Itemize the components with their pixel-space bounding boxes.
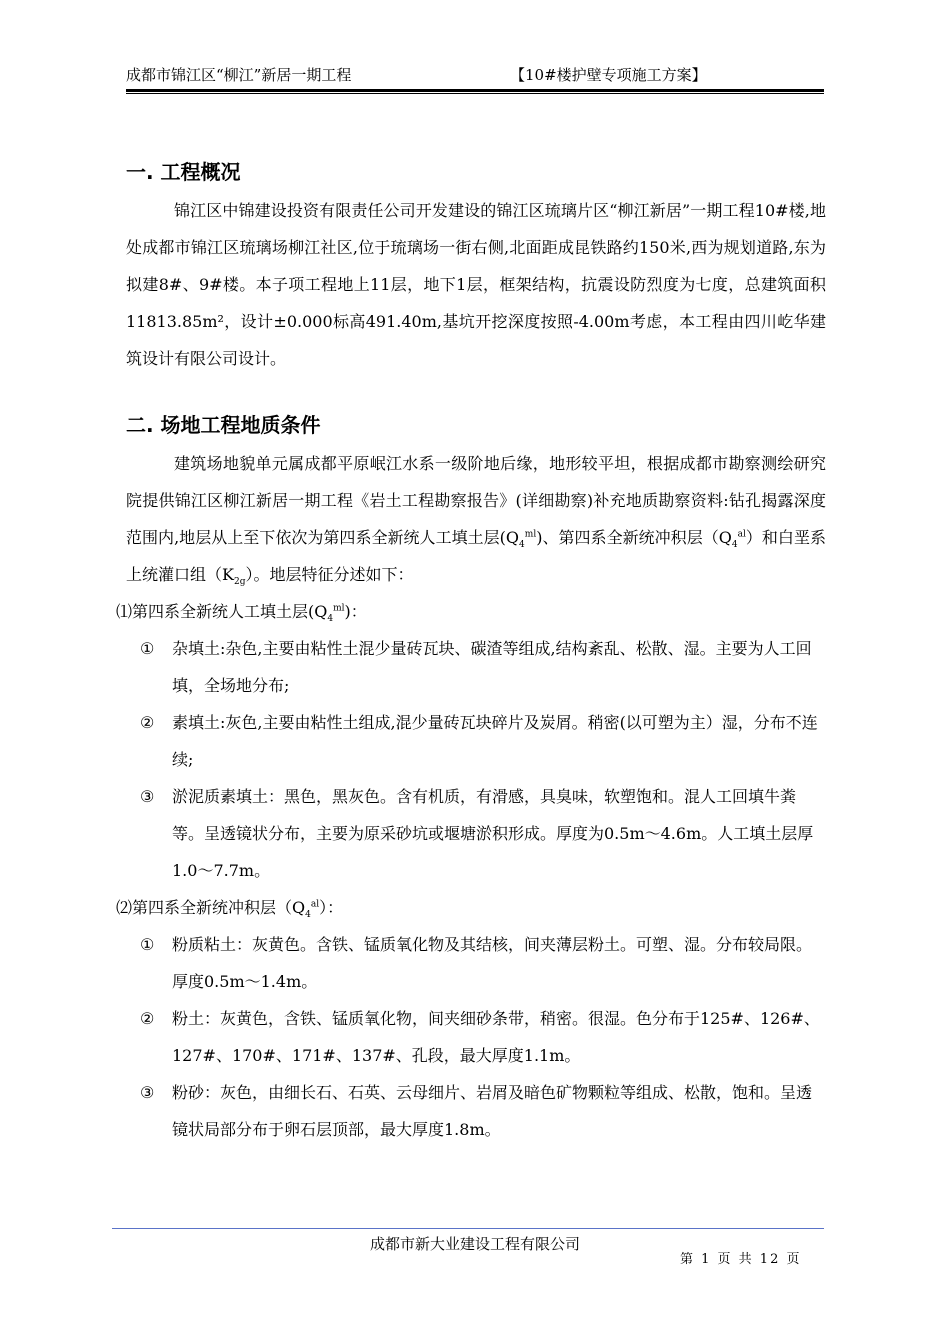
footer-company-name: 成都市新大业建设工程有限公司: [369, 1235, 580, 1253]
group2-title-sup: al: [310, 899, 320, 910]
group2-title-sub: 4: [305, 910, 311, 921]
item-number: ①: [140, 935, 155, 954]
layer-group-title-fill: [116, 593, 826, 630]
header-project-name: 成都市锦江区“柳江”新居一期工程: [126, 66, 352, 84]
section-heading-overview: 一. 工程概况: [126, 160, 241, 184]
item-number: ②: [140, 1009, 155, 1028]
header-rule: [126, 89, 824, 92]
item-text: 粉砂：灰色，由细长石、石英、云母细片、岩屑及暗色矿物颗粒等组成、松散，饱和。呈透镜状局部分布于卵石层顶部，最大厚度1.8m。: [172, 1083, 813, 1139]
layer-item: [128, 704, 826, 778]
layer-item: [128, 630, 826, 704]
item-text: 粉土：灰黄色，含铁、锰质氧化物，间夹细砂条带，稍密。很湿。色分布于125#、126#、127#、170#、171#、137#、孔段，最大厚度1.1m。: [172, 1009, 820, 1065]
intro-q1-sub: 4: [519, 540, 525, 551]
item-number: ②: [140, 713, 155, 732]
intro-text-b: )、第四系全新统冲积层（Q: [536, 528, 732, 547]
item-number: ③: [140, 1083, 155, 1102]
intro-text-d: ）。地层特征分述如下：: [245, 565, 414, 584]
item-text: 淤泥质素填土：黑色，黑灰色。含有机质，有滑感，具臭味，软塑饱和。混人工回填牛粪等。呈透镜状分布，主要为原采砂坑或堰塘淤积形成。厚度为0.5m～4.6m。人工填土层厚1.0～7.7m。: [172, 787, 814, 880]
layer-group-title-alluvial: [116, 889, 826, 926]
intro-q1-sup: ml: [524, 529, 537, 540]
layer-item: [128, 926, 826, 1000]
page-number: 第 1 页 共 12 页: [680, 1252, 802, 1267]
group2-title-b: ）：: [319, 898, 344, 917]
intro-text-a: 建筑场地貌单元属成都平原岷江水系一级阶地后缘，地形较平坦，根据成都市勘察测绘研究院提供锦江区柳江新居一期工程《岩土工程勘察报告》(详细勘察)补充地质勘察资料:钻孔揭露深度范围内,地层从上至下依次为第四系全新统人工填土层(Q: [126, 454, 826, 547]
item-number: ①: [140, 639, 155, 658]
geology-intro-paragraph: [126, 445, 826, 593]
header-rule-thin: [126, 93, 824, 94]
intro-k-sub: 2g: [233, 577, 246, 588]
intro-q2-sup: al: [737, 529, 746, 540]
group2-title-a: ⑵第四系全新统冲积层（Q: [116, 898, 306, 917]
intro-text-c: ）和白垩系上统灌口组（K: [126, 528, 826, 584]
group1-title-sup: ml: [333, 603, 345, 614]
intro-q2-sub: 4: [731, 540, 738, 551]
layer-item: [128, 1074, 826, 1148]
header-document-title: 【10#楼护壁专项施工方案】: [510, 66, 707, 84]
item-number: ③: [140, 787, 155, 806]
item-text: 粉质粘土：灰黄色。含铁、锰质氧化物及其结核，间夹薄层粉土。可塑、湿。分布较局限。厚度0.5m～1.4m。: [172, 935, 813, 991]
group1-title-b: )：: [344, 602, 367, 621]
item-text: 素填土:灰色,主要由粘性土组成,混少量砖瓦块碎片及炭屑。稍密(以可塑为主）湿，分布不连续;: [172, 713, 818, 769]
document-body: [116, 152, 826, 1148]
layer-item: [128, 1000, 826, 1074]
item-text: 杂填土:杂色,主要由粘性土混少量砖瓦块、碳渣等组成,结构紊乱、松散、湿。主要为人工回填，全场地分布;: [172, 639, 812, 695]
layer-item: [128, 778, 826, 889]
overview-paragraph: 锦江区中锦建设投资有限责任公司开发建设的锦江区琉璃片区“柳江新居”一期工程10#楼,地处成都市锦江区琉璃场柳江社区,位于琉璃场一街右侧,北面距成昆铁路约150米,西为规划道路,东为拟建8#、9#楼。本子项工程地上11层，地下1层，框架结构，抗震设防烈度为七度，总建筑面积11813.85m²，设计±0.000标高491.40m,基坑开挖深度按照-4.00m考虑，本工程由四川屹华建筑设计有限公司设计。: [126, 201, 826, 368]
section-heading-geology: 二. 场地工程地质条件: [126, 413, 321, 437]
page-header: [126, 62, 824, 88]
group1-title-a: ⑴第四系全新统人工填土层(Q: [116, 602, 328, 621]
group1-title-sub: 4: [327, 614, 334, 625]
footer-rule: [112, 1228, 824, 1229]
